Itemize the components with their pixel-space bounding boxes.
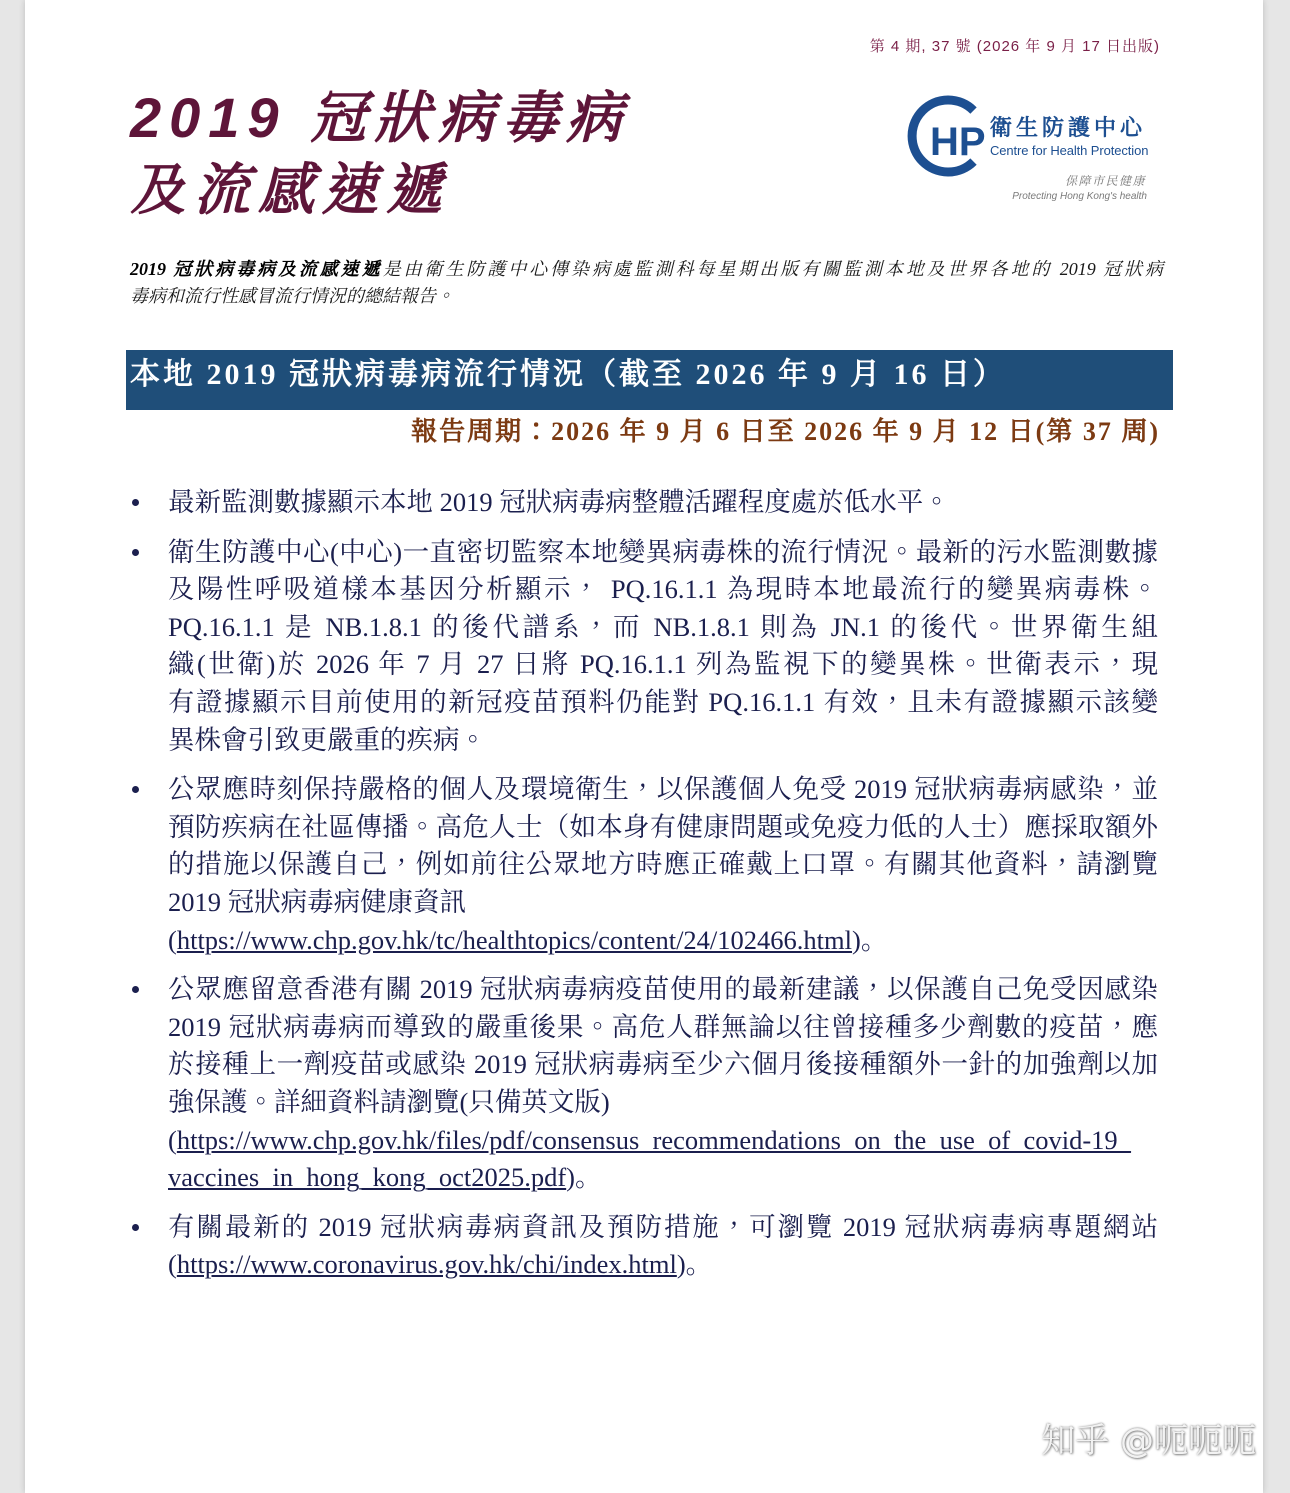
text-line: 織(世衛)於 2026 年 7 月 27 日將 PQ.16.1.1 列為監視下的變異株。世衛表示，現 <box>168 649 1158 680</box>
bullet-item-activity <box>25 484 1158 522</box>
text-line: 2019 冠狀病毒病而導致的嚴重後果。高危人群無論以往曾接種多少劑數的疫苗，應 <box>168 1011 1158 1042</box>
title-line-1: 2019 冠狀病毒病 <box>130 86 631 149</box>
intro-paragraph <box>130 256 1163 310</box>
text-line: PQ.16.1.1 是 NB.1.8.1 的後代譜系，而 NB.1.8.1 則為 JN.1 的後代。世界衛生組 <box>168 611 1158 642</box>
section-heading: 本地 2019 冠狀病毒病流行情況（截至 2026 年 9 月 16 日） <box>130 358 1006 391</box>
intro-line-2: 毒病和流行性感冒流行情況的總結報告。 <box>130 286 454 306</box>
paren-open: ( <box>168 1249 177 1280</box>
zhihu-watermark: 知乎 @呃呃呃 <box>1041 1421 1256 1461</box>
bullet-item-variants <box>25 534 1158 760</box>
paren-close: )。 <box>676 1249 713 1280</box>
logo-slogan-zh: 保障市民健康 <box>1064 174 1146 188</box>
bullet-item-hygiene <box>25 771 1158 959</box>
text-line: 公眾應時刻保持嚴格的個人及環境衛生，以保護個人免受 2019 冠狀病毒病感染，並 <box>168 774 1158 805</box>
text-line: 預防疾病在社區傳播。高危人士（如本身有健康問題或免疫力低的人士）應採取額外 <box>168 811 1158 842</box>
link-line <box>168 1246 1158 1284</box>
text-line: 及陽性呼吸道樣本基因分析顯示， PQ.16.1.1 為現時本地最流行的變異病毒株。 <box>168 574 1159 605</box>
intro-line-1 <box>130 256 1163 283</box>
link-line <box>168 1122 1158 1160</box>
report-period: 報告周期：2026 年 9 月 6 日至 2026 年 9 月 12 日(第 37 周) <box>411 417 1160 446</box>
vaccine-consensus-pdf-link[interactable]: https://www.chp.gov.hk/files/pdf/consensus_recommendations_on_the_use_of_covid-19_ <box>176 1124 1131 1155</box>
bullet-dot <box>132 986 139 993</box>
text-line: 的措施以保護自己，例如前往公眾地方時應正確戴上口罩。有關其他資料，請瀏覽 <box>168 849 1158 880</box>
bullet-dot <box>132 1224 139 1231</box>
health-topics-link[interactable]: https://www.chp.gov.hk/tc/healthtopics/content/24/102466.html <box>176 924 853 955</box>
bullet-item-website <box>25 1209 1158 1284</box>
bulletin-title <box>130 82 630 226</box>
bullet-dot <box>132 786 139 793</box>
bullet-dot <box>132 499 139 506</box>
logo-name-zh: 衛生防護中心 <box>990 115 1147 140</box>
title-line-2: 及流感速遞 <box>130 158 450 221</box>
chp-logo-mark <box>905 90 995 182</box>
document-page <box>25 0 1263 1493</box>
text-line: 於接種上一劑疫苗或感染 2019 冠狀病毒病至少六個月後接種額外一針的加強劑以加 <box>168 1049 1158 1080</box>
paren-close: )。 <box>566 1162 602 1193</box>
text-line: 2019 冠狀病毒病健康資訊 <box>168 886 467 917</box>
text-line: 最新監測數據顯示本地 2019 冠狀病毒病整體活躍程度處於低水平。 <box>168 487 950 517</box>
logo-hp-letters: HP <box>930 120 986 164</box>
issue-info: 第 4 期, 37 號 (2026 年 9 月 17 日出版) <box>869 38 1160 55</box>
paren-close: )。 <box>852 924 888 955</box>
text-line: 強保護。詳細資料請瀏覽(只備英文版) <box>168 1086 610 1117</box>
bullet-dot <box>132 549 139 556</box>
text-line: 公眾應留意香港有關 2019 冠狀病毒病疫苗使用的最新建議，以保護自己免受因感染 <box>168 974 1158 1005</box>
intro-text: 是由衛生防護中心傳染病處監測科每星期出版有關監測本地及世界各地的 2019 冠狀病 <box>382 259 1164 279</box>
chp-logo <box>905 90 1155 210</box>
paren-open: ( <box>168 1124 177 1155</box>
section-banner <box>126 350 1173 410</box>
text-line: 有關最新的 2019 冠狀病毒病資訊及預防措施，可瀏覽 2019 冠狀病毒病專題網站 <box>168 1211 1158 1242</box>
text-line: 衛生防護中心(中心)一直密切監察本地變異病毒株的流行情況。最新的污水監測數據 <box>168 536 1158 567</box>
bullet-item-vaccines <box>25 971 1158 1197</box>
intro-bold-lead: 2019 冠狀病毒病及流感速遞 <box>130 259 383 279</box>
bullet-list <box>25 484 1263 1296</box>
vaccine-consensus-pdf-link-cont[interactable]: vaccines_in_hong_kong_oct2025.pdf <box>168 1162 567 1193</box>
logo-slogan-en: Protecting Hong Kong's health <box>1012 191 1147 202</box>
paren-open: ( <box>168 924 177 955</box>
logo-name-en: Centre for Health Protection <box>990 143 1149 158</box>
text-line: 有證據顯示目前使用的新冠疫苗預料仍能對 PQ.16.1.1 有效，且未有證據顯示該變 <box>168 686 1158 717</box>
coronavirus-website-link[interactable]: https://www.coronavirus.gov.hk/chi/index.html <box>176 1249 677 1280</box>
text-line: 異株會引致更嚴重的疾病。 <box>168 724 486 755</box>
link-line <box>168 922 1158 960</box>
link-line <box>168 1159 1158 1197</box>
